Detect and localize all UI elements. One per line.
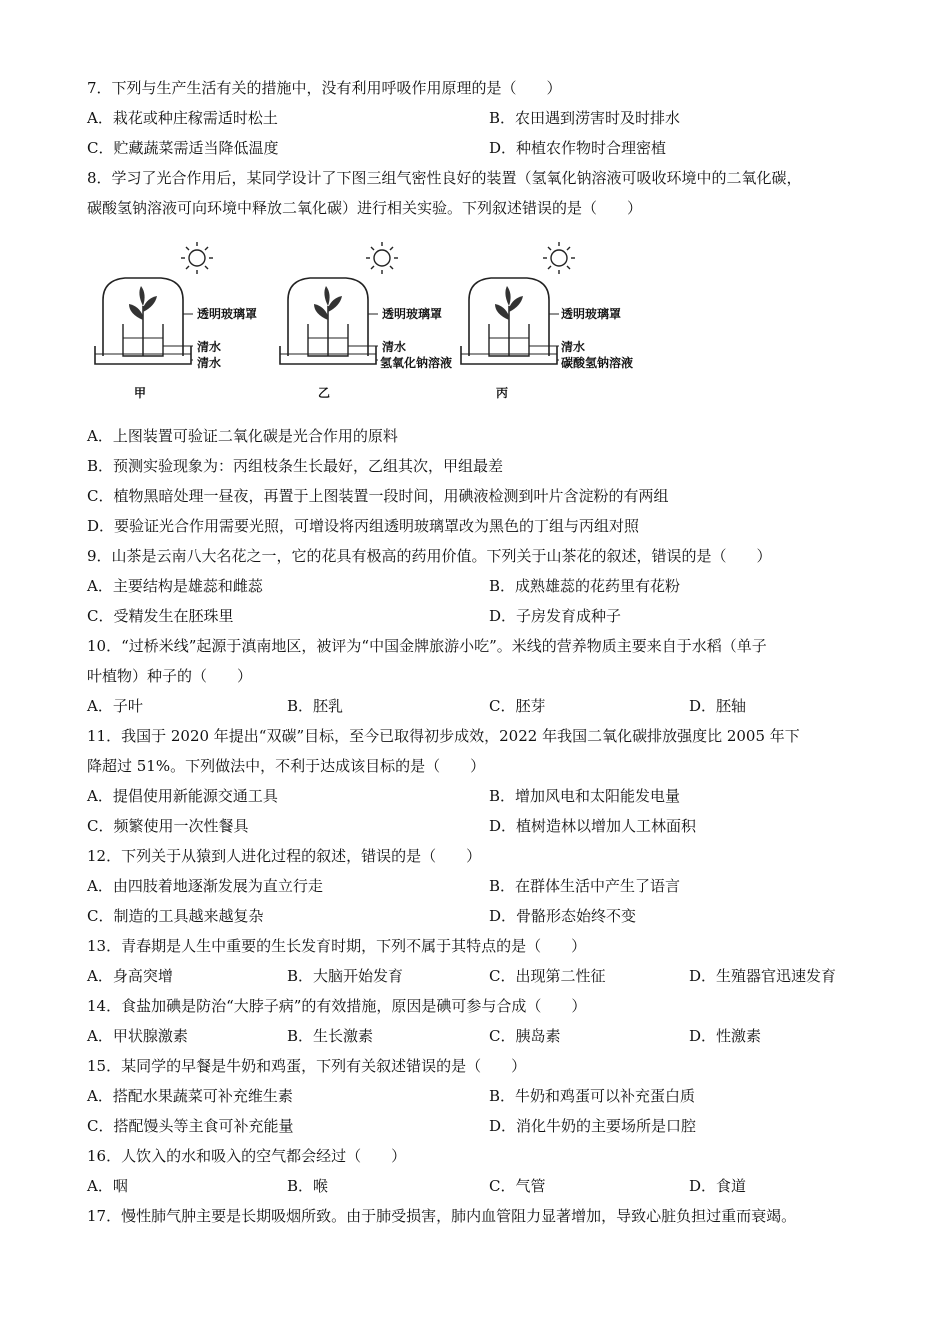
question-10-option-d: D．胚轴 (689, 697, 747, 715)
question-16-option-a: A．咽 (87, 1177, 128, 1195)
sun-icon (181, 242, 213, 274)
question-9-option-b: B．成熟雄蕊的花药里有花粉 (489, 577, 681, 595)
question-12-option-a: A．由四肢着地逐渐发展为直立行走 (87, 877, 323, 895)
question-10-option-b: B．胚乳 (287, 697, 344, 715)
set-3-cover-label: 透明玻璃罩 (561, 307, 622, 321)
question-8-stem-line1: 8．学习了光合作用后，某同学设计了下图三组气密性良好的装置（氢氧化钠溶液可吸收环境中的二氧化碳， (87, 169, 802, 187)
question-9-option-a: A．主要结构是雄蕊和雌蕊 (87, 577, 263, 595)
question-9-option-d: D．子房发育成种子 (489, 607, 622, 625)
question-7-option-c: C．贮藏蔬菜需适当降低温度 (87, 139, 279, 157)
set-1-name: 甲 (134, 386, 147, 400)
question-11-stem-line2: 降超过 51%。下列做法中，不利于达成该目标的是（ ） (87, 757, 486, 775)
question-15-option-d: D．消化牛奶的主要场所是口腔 (489, 1117, 697, 1135)
question-16-stem: 16．人饮入的水和吸入的空气都会经过（ ） (87, 1147, 407, 1165)
question-13-stem: 13．青春期是人生中重要的生长发育时期，下列不属于其特点的是（ ） (87, 937, 587, 955)
set-3-outer-label: 碳酸氢钠溶液 (561, 356, 634, 370)
set-2-cover-label: 透明玻璃罩 (382, 307, 443, 321)
sun-icon (543, 242, 575, 274)
question-13-option-a: A．身高突增 (87, 967, 173, 985)
question-7-option-d: D．种植农作物时合理密植 (489, 139, 667, 157)
question-15-option-c: C．搭配馒头等主食可补充能量 (87, 1117, 294, 1135)
question-7-stem: 7．下列与生产生活有关的措施中，没有利用呼吸作用原理的是（ ） (87, 79, 562, 97)
set-2-inner-label: 清水 (382, 340, 407, 354)
sun-icon (366, 242, 398, 274)
question-13-option-c: C．出现第二性征 (489, 967, 606, 985)
question-14-stem: 14．食盐加碘是防治“大脖子病”的有效措施，原因是碘可参与合成（ ） (87, 997, 587, 1015)
leaf (314, 304, 328, 320)
question-12-option-d: D．骨骼形态始终不变 (489, 907, 637, 925)
question-17-stem: 17．慢性肺气肿主要是长期吸烟所致。由于肺受损害，肺内血管阻力显著增加，导致心脏负担过重而衰竭。 (87, 1207, 797, 1225)
set-1-inner-label: 清水 (197, 340, 222, 354)
set-2-name: 乙 (318, 386, 331, 400)
question-12-option-b: B．在群体生活中产生了语言 (489, 877, 681, 895)
leaf (509, 296, 523, 312)
question-14-option-b: B．生长激素 (287, 1027, 374, 1045)
question-8-option-d: D．要验证光合作用需要光照，可增设将丙组透明玻璃罩改为黑色的丁组与丙组对照 (87, 517, 640, 535)
leaf (328, 296, 342, 312)
question-15-option-b: B．牛奶和鸡蛋可以补充蛋白质 (489, 1087, 696, 1105)
question-8-option-c: C．植物黑暗处理一昼夜，再置于上图装置一段时间，用碘液检测到叶片含淀粉的有两组 (87, 487, 669, 505)
question-16-option-d: D．食道 (689, 1177, 747, 1195)
leaf (505, 286, 510, 306)
question-11-option-b: B．增加风电和太阳能发电量 (489, 787, 681, 805)
question-10-stem-line1: 10．“过桥米线”起源于滇南地区，被评为“中国金牌旅游小吃”。米线的营养物质主要来自于水稻（单子 (87, 637, 767, 655)
question-11-option-a: A．提倡使用新能源交通工具 (87, 787, 278, 805)
question-12-option-c: C．制造的工具越来越复杂 (87, 907, 264, 925)
question-15-stem: 15．某同学的早餐是牛奶和鸡蛋，下列有关叙述错误的是（ ） (87, 1057, 527, 1075)
set-1-outer-label: 清水 (197, 356, 222, 370)
question-9-option-c: C．受精发生在胚珠里 (87, 607, 234, 625)
set-3-name: 丙 (496, 386, 509, 400)
question-13-option-d: D．生殖器官迅速发育 (689, 967, 837, 985)
question-12-stem: 12．下列关于从猿到人进化过程的叙述，错误的是（ ） (87, 847, 482, 865)
question-8-stem-line2: 碳酸氢钠溶液可向环境中释放二氧化碳）进行相关实验。下列叙述错误的是（ ） (87, 199, 643, 217)
question-7-option-a: A．栽花或种庄稼需适时松土 (87, 109, 278, 127)
question-14-option-c: C．胰岛素 (489, 1027, 561, 1045)
question-13-option-b: B．大脑开始发育 (287, 967, 404, 985)
set-1-cover-label: 透明玻璃罩 (197, 307, 258, 321)
question-10-option-c: C．胚芽 (489, 697, 546, 715)
question-8-option-b: B．预测实验现象为：丙组枝条生长最好，乙组其次，甲组最差 (87, 457, 504, 475)
leaf (324, 286, 329, 306)
question-10-stem-line2: 叶植物）种子的（ ） (87, 667, 253, 685)
leaf (495, 304, 509, 320)
question-10-option-a: A．子叶 (87, 697, 143, 715)
question-11-stem-line1: 11．我国于 2020 年提出“双碳”目标，至今已取得初步成效，2022 年我国二氧化碳排放强度比 2005 年下 (87, 727, 800, 745)
leaf (129, 304, 143, 320)
question-16-option-b: B．喉 (287, 1177, 329, 1195)
question-8-option-a: A．上图装置可验证二氧化碳是光合作用的原料 (87, 427, 398, 445)
question-16-option-c: C．气管 (489, 1177, 546, 1195)
set-3-inner-label: 清水 (561, 340, 586, 354)
leaf (143, 296, 157, 312)
question-11-option-d: D．植树造林以增加人工林面积 (489, 817, 697, 835)
set-2-outer-label: 氢氧化钠溶液 (380, 356, 453, 370)
question-14-option-a: A．甲状腺激素 (87, 1027, 188, 1045)
question-15-option-a: A．搭配水果蔬菜可补充维生素 (87, 1087, 293, 1105)
question-9-stem: 9．山茶是云南八大名花之一，它的花具有极高的药用价值。下列关于山茶花的叙述，错误的是（ ） (87, 547, 772, 565)
question-11-option-c: C．频繁使用一次性餐具 (87, 817, 249, 835)
leaf (139, 286, 144, 306)
question-14-option-d: D．性激素 (689, 1027, 762, 1045)
question-7-option-b: B．农田遇到涝害时及时排水 (489, 109, 681, 127)
